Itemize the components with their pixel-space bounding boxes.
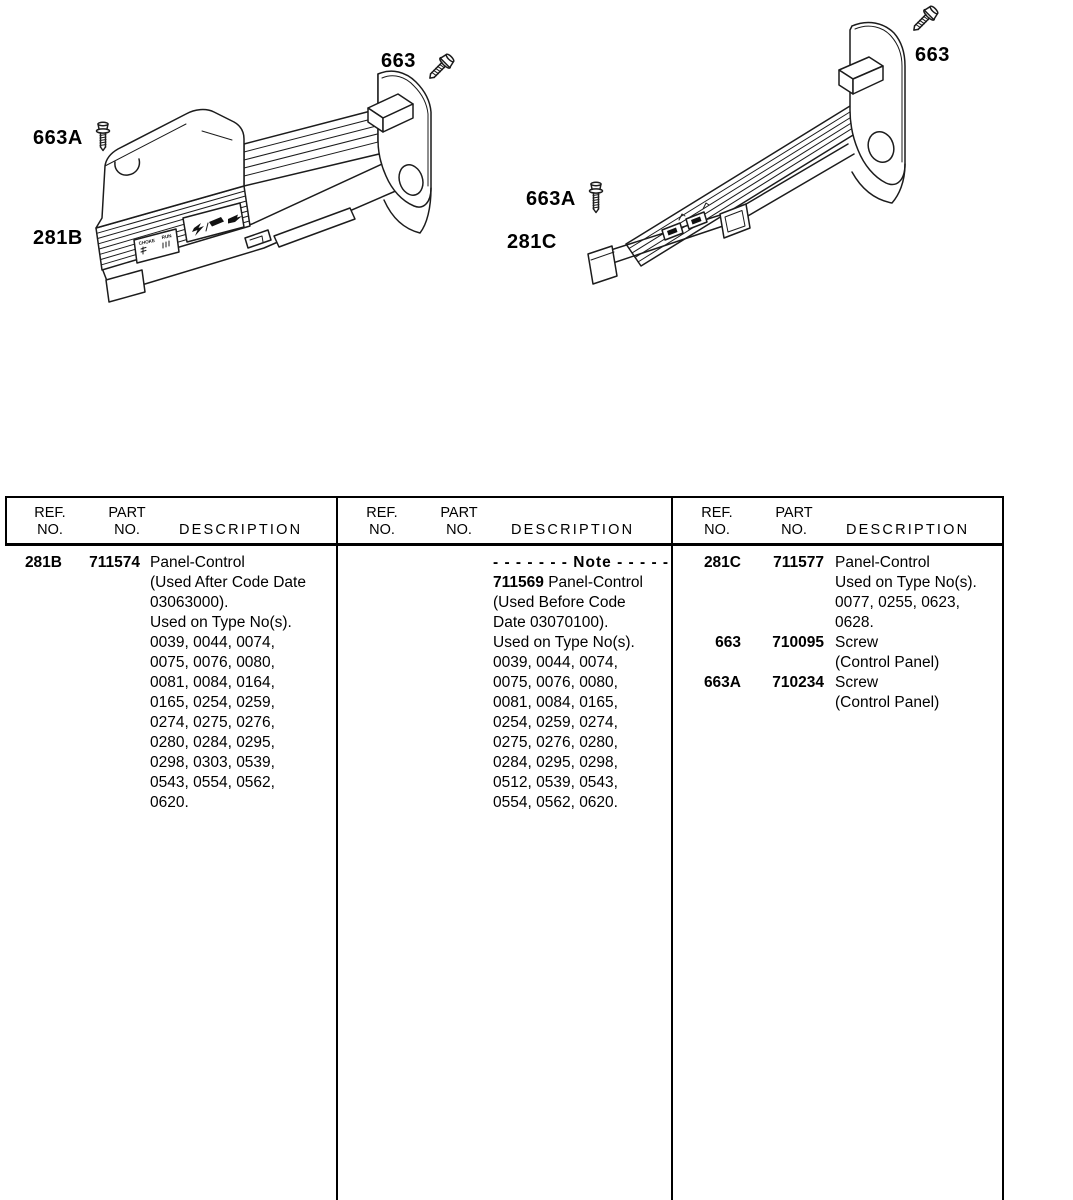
table-row	[5, 553, 335, 813]
table-row	[672, 553, 1002, 633]
part-no-cell: 711574	[89, 554, 140, 571]
right-border	[1002, 496, 1004, 1200]
description-cell: Screw (Control Panel)	[835, 674, 940, 711]
note-heading: - - - - - - - Note - - - - -	[493, 554, 670, 571]
ref-no-cell: 281C	[703, 554, 741, 571]
ref-no-cell: 281B	[24, 554, 62, 571]
part-no-header: PART	[775, 505, 813, 521]
parts-column-2	[337, 553, 671, 813]
screw-663a-right-icon	[585, 181, 607, 217]
control-panel-281b-drawing	[82, 68, 462, 318]
part-no-header: PART	[108, 505, 146, 521]
callout-663-left: 663	[381, 50, 416, 72]
diagram-area	[0, 0, 1073, 490]
part-no-cell: 711569	[493, 574, 544, 591]
table-header-col1: REF. NO. PART NO. DESCRIPTION	[5, 498, 336, 543]
callout-663-right: 663	[915, 44, 950, 66]
part-no-header: PART	[440, 505, 478, 521]
description-header: DESCRIPTION	[179, 522, 303, 538]
table-header-col2: REF. NO. PART NO. DESCRIPTION	[337, 498, 671, 543]
callout-663a-left: 663A	[33, 127, 83, 149]
ref-no-header: REF.	[34, 505, 66, 521]
control-panel-281c-drawing	[586, 14, 916, 299]
screw-663a-left-icon	[92, 121, 114, 155]
description-cell: Panel-Control Used on Type No(s). 0077, 0255, 0623, 0628.	[835, 554, 977, 631]
part-no-cell: 710095	[772, 634, 824, 651]
parts-column-1	[5, 553, 335, 813]
callout-281c: 281C	[507, 231, 557, 253]
note-part-line: 711569 Panel-Control	[493, 574, 643, 591]
description-header: DESCRIPTION	[511, 522, 635, 538]
description-cell: Screw (Control Panel)	[835, 634, 940, 671]
header-underline	[5, 543, 1003, 546]
description-header: DESCRIPTION	[846, 522, 970, 538]
table-header-col3: REF. NO. PART NO. DESCRIPTION	[672, 498, 1002, 543]
table-row	[672, 673, 1002, 713]
part-no-cell: 711577	[773, 554, 824, 571]
run-label: RUN	[161, 233, 172, 240]
screw-663-left-icon	[416, 50, 460, 92]
ref-no-cell: 663	[715, 634, 741, 651]
callout-663a-right: 663A	[526, 188, 576, 210]
callout-281b: 281B	[33, 227, 83, 249]
note-block: - - - - - - - Note - - - - - 711569 Panel-Control (Used Before Code Date 03070100). Used on Type No(s). 0039, 0044, 0074, 0075, 0076, 0080, 0081, 0084, 0165, 0254, 0259, 0274, 0275, 0276, 0280, 0284, 0295, 0298, 0512, 0539, 0543, 0554, 0562, 0620.	[493, 554, 670, 811]
screw-663-right-icon	[899, 2, 945, 44]
parts-column-3	[672, 553, 1002, 713]
choke-label: CHOKE	[138, 237, 156, 246]
description-cell: Panel-Control (Used After Code Date 03063000). Used on Type No(s). 0039, 0044, 0074, 0075, 0076, 0080, 0081, 0084, 0164, 0165, 0254, 0259, 0274, 0275, 0276, 0280, 0284, 0295, 0298, 0303, 0539, 0543, 0554, 0562, 0620.	[150, 554, 306, 811]
ref-no-cell: 663A	[703, 674, 741, 691]
ref-no-header: REF.	[366, 505, 398, 521]
part-no-cell: 710234	[772, 674, 824, 691]
table-row	[672, 633, 1002, 673]
ref-no-header: REF.	[701, 505, 733, 521]
